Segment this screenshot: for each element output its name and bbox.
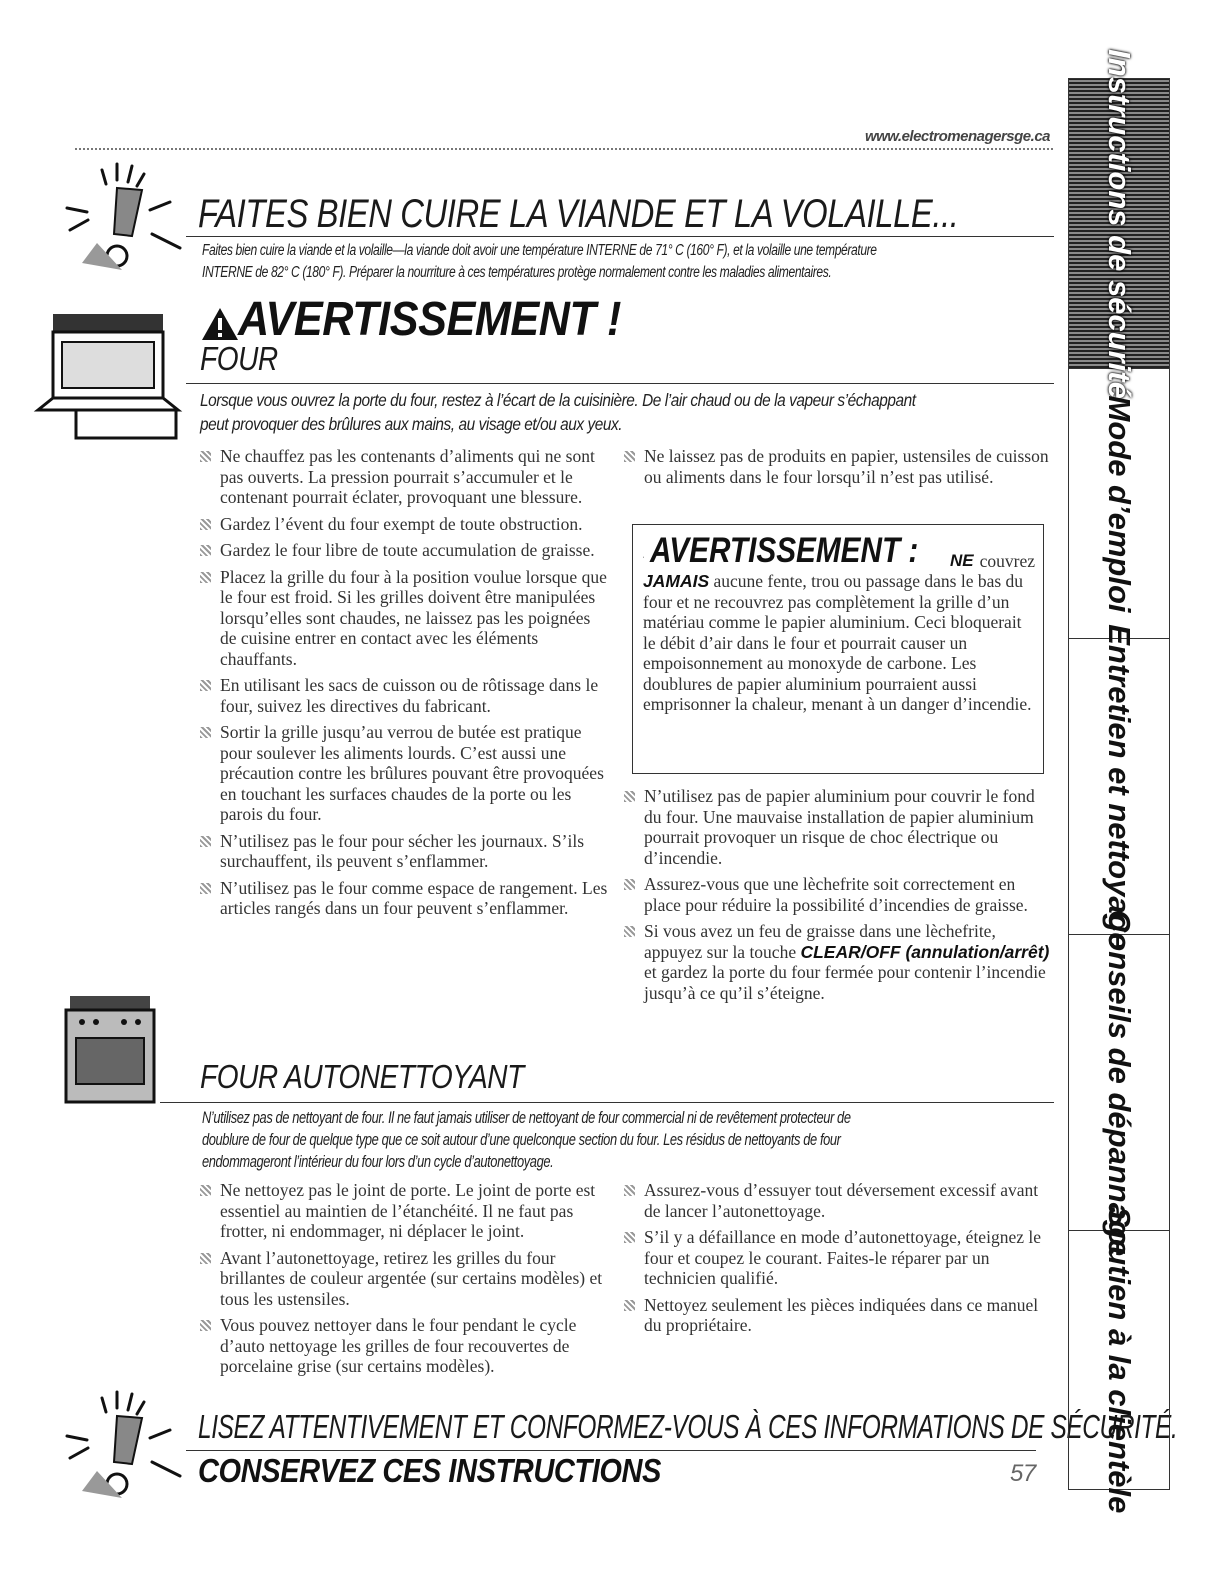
tab-consumer-support[interactable] [1069, 1206, 1169, 1513]
food-safety-alert-icon [62, 1386, 182, 1506]
self-clean-bullet: Ne nettoyez pas le joint de porte. Le joint de porte est essentiel au maintien de l’étanchéité. Il ne faut pas frotter, ni endommager, ni déplacer le joint. [198, 1180, 616, 1242]
save-instructions-line: CONSERVEZ CES INSTRUCTIONS [198, 1452, 661, 1489]
website-url: www.electromenagersge.ca [864, 128, 1050, 145]
warning-box [632, 524, 1044, 774]
warning-box-jamais: JAMAIS [643, 571, 710, 591]
page-number: 57 [1010, 1460, 1036, 1487]
oven-bullet: Gardez l’évent du four exempt de toute obstruction. [198, 514, 608, 535]
warning-box-title: AVERTISSEMENT : [650, 531, 919, 570]
read-carefully-line: LISEZ ATTENTIVEMENT ET CONFORMEZ-VOUS À CES INFORMATIONS DE SÉCURITÉ. [198, 1408, 1178, 1445]
tab-label: Mode d’emploi [1102, 395, 1137, 612]
self-clean-lead-line-2: doublure de four de quelque type que ce soit autour d’une quelconque section du four. Les résidus de nettoyants de four [202, 1131, 841, 1149]
section-rule [160, 1102, 1054, 1103]
grease-fire-bullet [622, 921, 1052, 1003]
oven-bullet: N’utilisez pas le four pour sécher les journaux. S’ils surchauffent, ils peuvent s’enflammer. [198, 831, 608, 872]
warning-box-text: aucune fente, trou ou passage dans le bas du four et ne recouvrez pas complètement la grille d’un matériau comme le papier aluminium. Ceci bloquerait le débit d’air dans le four et pourrait causer un empoisonnement au monoxyde de carbone. Les doublures de papier aluminium pourraient aussi emprisonner la chaleur, menant à un danger d’incendie. [643, 571, 1032, 714]
oven-bullet: N’utilisez pas de papier aluminium pour couvrir le fond du four. Une mauvaise installation de papier aluminium pourrait provoquer un risque de choc électrique ou d’incendie. [622, 786, 1052, 868]
self-clean-bullet: Avant l’autonettoyage, retirez les grilles du four brillantes de couleur argentée (sur certains modèles) et tous les ustensiles. [198, 1248, 616, 1310]
oven-subtitle: FOUR [200, 340, 278, 377]
self-clean-lead-line-3: endommageront l’intérieur du four lors d’un cycle d’autonettoyage. [202, 1153, 554, 1171]
oven-bullet: En utilisant les sacs de cuisson ou de rôtissage dans le four, suivez les directives du fabricant. [198, 675, 608, 716]
self-clean-title: FOUR AUTONETTOYANT [200, 1058, 524, 1095]
tab-label: Conseils de dépannage [1102, 909, 1137, 1256]
range-icon [62, 994, 158, 1104]
warning-box-first-word: couvrez [979, 550, 1035, 571]
self-clean-bullet: S’il y a défaillance en mode d’autonettoyage, éteignez le four et coupez le courant. Faites-le réparer par un technicien qualifié. [622, 1227, 1052, 1289]
footer-rule [186, 1450, 1036, 1451]
warning-box-lead: NE [949, 551, 974, 570]
warning-triangle-icon [200, 306, 240, 342]
self-clean-bullet: Nettoyez seulement les pièces indiquées dans ce manuel du propriétaire. [622, 1295, 1052, 1336]
oven-lead-line-2: peut provoquer des brûlures aux mains, au visage et/ou aux yeux. [200, 414, 623, 434]
self-clean-bullet: Assurez-vous d’essuyer tout déversement excessif avant de lancer l’autonettoyage. [622, 1180, 1052, 1221]
oven-bullet: Ne chauffez pas les contenants d’aliments qui ne sont pas ouverts. La pression pourrait s’accumuler et le contenant pourrait éclater, provoquant une blessure. [198, 446, 608, 508]
tab-safety-instructions[interactable] [1069, 48, 1169, 399]
section-rule [186, 383, 1054, 384]
oven-bullet: Placez la grille du four à la position voulue lorsque que le four est froid. Si les grilles doivent être manipulées lorsqu’elles sont chaudes, ne laissez pas les poignées de cuisine entrer en contact avec les éléments chauffants. [198, 567, 608, 670]
oven-bullet: Ne laissez pas de produits en papier, ustensiles de cuisson ou aliments dans le four lorsqu’il n’est pas utilisé. [622, 446, 1052, 487]
section-rule [186, 236, 1054, 237]
meat-intro-line-2: INTERNE de 82° C (180° F). Préparer la nourriture à ces températures protège normalement contre les maladies alimentaires. [202, 264, 832, 281]
self-clean-bullet: Vous pouvez nettoyer dans le four pendant le cycle d’auto nettoyage les grilles de four recouvertes de porcelaine grise (sur certains modèles). [198, 1315, 616, 1377]
tab-label: Instructions de sécurité [1102, 48, 1137, 399]
oven-lead-line-1: Lorsque vous ouvrez la porte du four, restez à l’écart de la cuisinière. De l’air chaud ou de la vapeur s’échappant [200, 390, 916, 410]
clear-off-key: CLEAR/OFF (annulation/arrêt) [800, 941, 1050, 962]
oven-bullet: Sortir la grille jusqu’au verrou de butée est pratique pour soulever les aliments lourds. C’est aussi une précaution contre les brûlures pouvant être provoquées en touchant les surfaces chaudes de la porte ou les parois du four. [198, 722, 608, 825]
tab-label: Soutien à la clientèle [1102, 1206, 1137, 1513]
tab-care-and-cleaning[interactable] [1069, 623, 1169, 950]
header-rule [75, 148, 1053, 150]
tab-label: Entretien et nettoyage [1102, 623, 1137, 950]
tab-operating-instructions[interactable] [1069, 369, 1169, 639]
oven-bullet: Gardez le four libre de toute accumulation de graisse. [198, 540, 608, 561]
warning-triangle-icon [643, 543, 644, 571]
tab-troubleshooting[interactable] [1069, 909, 1169, 1256]
meat-section-title: FAITES BIEN CUIRE LA VIANDE ET LA VOLAILLE... [198, 192, 959, 236]
section-tabs-sidebar [1068, 48, 1170, 1513]
food-safety-alert-icon [62, 158, 182, 278]
oven-bullet: Assurez-vous que une lèchefrite soit correctement en place pour réduire la possibilité d’incendies de graisse. [622, 874, 1052, 915]
oven-bullet: N’utilisez pas le four comme espace de rangement. Les articles rangés dans un four peuvent s’enflammer. [198, 878, 608, 919]
grease-fire-text-after: et gardez la porte du four fermée pour contenir l’incendie jusqu’à ce qu’il s’éteigne. [644, 962, 1046, 1003]
warning-title: AVERTISSEMENT ! [238, 293, 621, 346]
oven-icon [28, 310, 188, 440]
meat-intro-line-1: Faites bien cuire la viande et la volaille—la viande doit avoir une température INTERNE de 71° C (160° F), et la volaille une température [202, 242, 877, 259]
grease-fire-text-before: Si vous avez un feu de graisse dans une lèchefrite, appuyez sur la touche [644, 921, 996, 962]
self-clean-lead-line-1: N’utilisez pas de nettoyant de four. Il ne faut jamais utiliser de nettoyant de four commercial ni de revêtement protecteur de [202, 1109, 851, 1127]
